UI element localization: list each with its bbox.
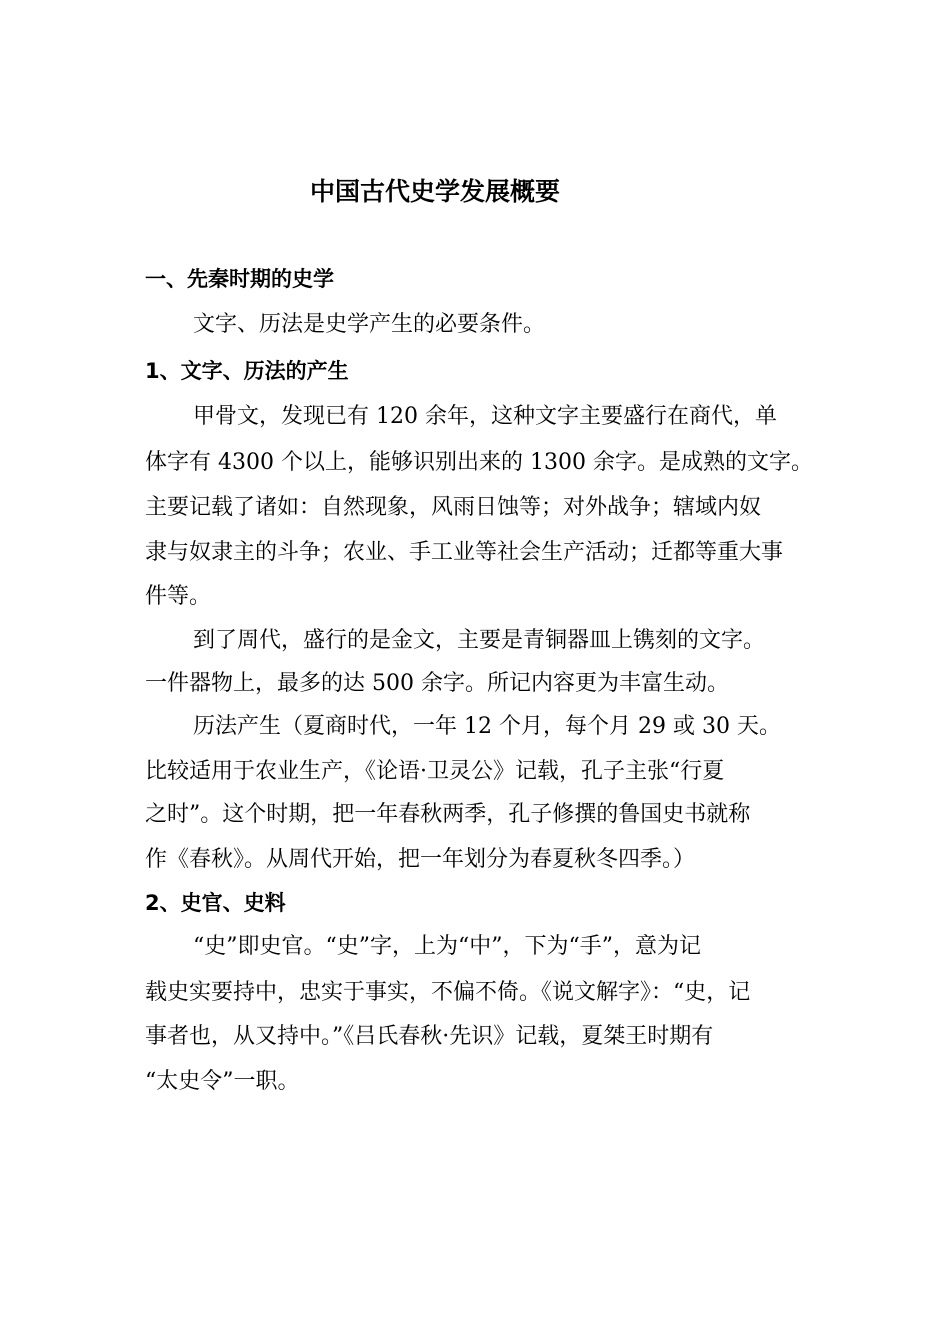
paragraph-line: 历法产生（夏商时代，一年 12 个月，每个月 29 或 30 天。 xyxy=(193,714,781,739)
paragraph-line: “史”即史官。“史”字，上为“中”，下为“手”，意为记 xyxy=(193,934,701,959)
paragraph-line: 隶与奴隶主的斗争；农业、手工业等社会生产活动；迁都等重大事 xyxy=(145,540,784,565)
paragraph-line: 之时”。这个时期，把一年春秋两季，孔子修撰的鲁国史书就称 xyxy=(145,802,751,827)
section-heading-pre-qin: 一、先秦时期的史学 xyxy=(145,267,334,291)
paragraph-line: 到了周代，盛行的是金文，主要是青铜器皿上镌刻的文字。 xyxy=(193,628,766,653)
paragraph-line: 载史实要持中，忠实于事实，不偏不倚。《说文解字》：“史，记 xyxy=(145,980,751,1005)
paragraph-line: 一件器物上，最多的达 500 余字。所记内容更为丰富生动。 xyxy=(145,671,729,696)
paragraph-line: 比较适用于农业生产，《论语·卫灵公》记载，孔子主张“行夏 xyxy=(145,759,725,784)
paragraph-line: 件等。 xyxy=(145,584,212,609)
paragraph-line: 主要记载了诸如：自然现象，风雨日蚀等；对外战争；辖域内奴 xyxy=(145,495,762,520)
subheading-writing-calendar: 1、文字、历法的产生 xyxy=(145,359,349,383)
section-intro: 文字、历法是史学产生的必要条件。 xyxy=(193,312,546,337)
document-title: 中国古代史学发展概要 xyxy=(309,177,560,206)
paragraph-line: 事者也，从又持中。”《吕氏春秋·先识》记载，夏桀王时期有 xyxy=(145,1024,714,1049)
paragraph-line: 体字有 4300 个以上，能够识别出来的 1300 余字。是成熟的文字。 xyxy=(145,450,813,475)
paragraph-line: 作《春秋》。从周代开始，把一年划分为春夏秋冬四季。） xyxy=(145,847,696,872)
subheading-historians-sources: 2、史官、史料 xyxy=(145,891,286,915)
paragraph-line: 甲骨文，发现已有 120 余年，这种文字主要盛行在商代，单 xyxy=(193,404,777,429)
paragraph-line: “太史令”一职。 xyxy=(145,1069,300,1094)
